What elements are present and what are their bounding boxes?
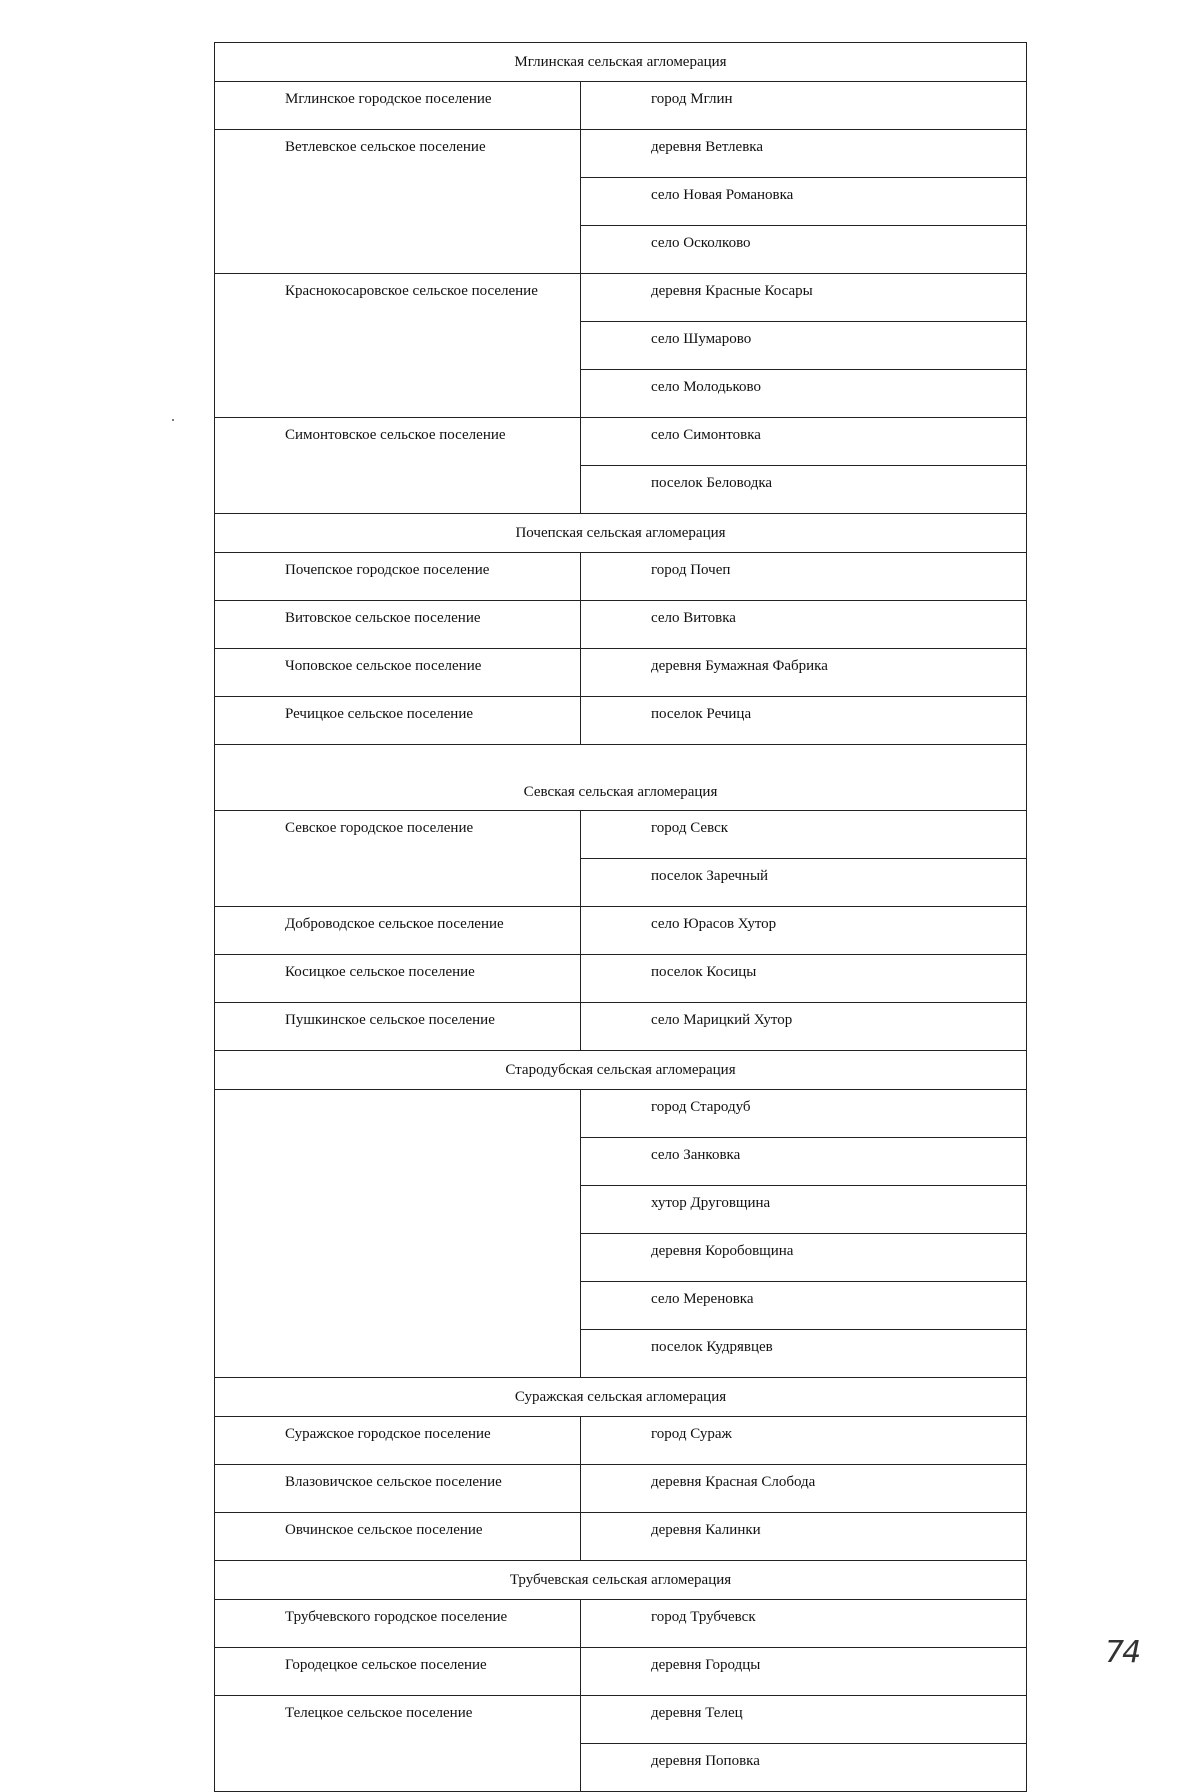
table-row <box>215 553 1027 601</box>
agglomeration-header-row <box>215 1378 1027 1417</box>
table-row <box>215 1003 1027 1051</box>
settlement-cell: Витовское сельское поселение <box>215 601 581 649</box>
settlement-cell: Ветлевское сельское поселение <box>215 130 581 274</box>
agglomeration-title: Почепская сельская агломерация <box>215 514 1027 553</box>
locality-cell: деревня Калинки <box>581 1513 1027 1561</box>
table-row <box>215 1600 1027 1648</box>
locality-cell: село Юрасов Хутор <box>581 907 1027 955</box>
settlement-cell: Чоповское сельское поселение <box>215 649 581 697</box>
agglomeration-table <box>214 42 1027 1792</box>
settlement-cell: Мглинское городское поселение <box>215 82 581 130</box>
locality-cell: город Сураж <box>581 1417 1027 1465</box>
locality-cell: поселок Кудрявцев <box>581 1330 1027 1378</box>
locality-cell: село Шумарово <box>581 322 1027 370</box>
table-row <box>215 274 1027 322</box>
locality-cell: деревня Ветлевка <box>581 130 1027 178</box>
settlement-cell: Пушкинское сельское поселение <box>215 1003 581 1051</box>
locality-cell: деревня Красные Косары <box>581 274 1027 322</box>
settlement-cell: Речицкое сельское поселение <box>215 697 581 745</box>
locality-cell: поселок Заречный <box>581 859 1027 907</box>
locality-cell: город Мглин <box>581 82 1027 130</box>
table-row <box>215 418 1027 466</box>
settlement-cell: Симонтовское сельское поселение <box>215 418 581 514</box>
table-row <box>215 1090 1027 1138</box>
settlement-cell: Трубчевского городское поселение <box>215 1600 581 1648</box>
locality-cell: поселок Косицы <box>581 955 1027 1003</box>
locality-cell: город Почеп <box>581 553 1027 601</box>
settlement-cell: Телецкое сельское поселение <box>215 1696 581 1792</box>
locality-cell: село Витовка <box>581 601 1027 649</box>
locality-cell: деревня Телец <box>581 1696 1027 1744</box>
settlement-cell: Косицкое сельское поселение <box>215 955 581 1003</box>
page-number: 74 <box>1105 1635 1140 1670</box>
scan-speck <box>172 419 174 421</box>
locality-cell: деревня Коробовщина <box>581 1234 1027 1282</box>
table-row <box>215 649 1027 697</box>
table-row <box>215 697 1027 745</box>
locality-cell: село Новая Романовка <box>581 178 1027 226</box>
settlement-cell: Краснокосаровское сельское поселение <box>215 274 581 418</box>
settlement-cell <box>215 1090 581 1378</box>
table-body <box>215 43 1027 1792</box>
table-row <box>215 82 1027 130</box>
agglomeration-title: Суражская сельская агломерация <box>215 1378 1027 1417</box>
locality-cell: деревня Красная Слобода <box>581 1465 1027 1513</box>
table-row <box>215 955 1027 1003</box>
table-row <box>215 130 1027 178</box>
locality-cell: деревня Городцы <box>581 1648 1027 1696</box>
locality-cell: хутор Друговщина <box>581 1186 1027 1234</box>
locality-cell: село Симонтовка <box>581 418 1027 466</box>
settlement-cell: Городецкое сельское поселение <box>215 1648 581 1696</box>
table-row <box>215 1417 1027 1465</box>
locality-cell: город Стародуб <box>581 1090 1027 1138</box>
settlement-cell: Влазовичское сельское поселение <box>215 1465 581 1513</box>
locality-cell: город Трубчевск <box>581 1600 1027 1648</box>
agglomeration-title: Стародубская сельская агломерация <box>215 1051 1027 1090</box>
table-row <box>215 601 1027 649</box>
table-row <box>215 1465 1027 1513</box>
settlement-cell: Доброводское сельское поселение <box>215 907 581 955</box>
settlement-cell: Почепское городское поселение <box>215 553 581 601</box>
locality-cell: деревня Поповка <box>581 1744 1027 1792</box>
table-row <box>215 907 1027 955</box>
table-row <box>215 1696 1027 1744</box>
locality-cell: село Молодьково <box>581 370 1027 418</box>
locality-cell: город Севск <box>581 811 1027 859</box>
settlement-cell: Севское городское поселение <box>215 811 581 907</box>
settlement-cell: Овчинское сельское поселение <box>215 1513 581 1561</box>
locality-cell: поселок Беловодка <box>581 466 1027 514</box>
locality-cell: поселок Речица <box>581 697 1027 745</box>
agglomeration-header-row <box>215 1561 1027 1600</box>
locality-cell: село Марицкий Хутор <box>581 1003 1027 1051</box>
agglomeration-title: Мглинская сельская агломерация <box>215 43 1027 82</box>
locality-cell: село Занковка <box>581 1138 1027 1186</box>
agglomeration-title: Севская сельская агломерация <box>215 745 1027 811</box>
locality-cell: село Осколково <box>581 226 1027 274</box>
settlement-cell: Суражское городское поселение <box>215 1417 581 1465</box>
table-row <box>215 1513 1027 1561</box>
table-row <box>215 1648 1027 1696</box>
locality-cell: село Мереновка <box>581 1282 1027 1330</box>
agglomeration-header-row <box>215 43 1027 82</box>
agglomeration-header-row <box>215 514 1027 553</box>
agglomeration-title: Трубчевская сельская агломерация <box>215 1561 1027 1600</box>
locality-cell: деревня Бумажная Фабрика <box>581 649 1027 697</box>
table-row <box>215 811 1027 859</box>
agglomeration-header-row <box>215 1051 1027 1090</box>
agglomeration-header-row <box>215 745 1027 811</box>
